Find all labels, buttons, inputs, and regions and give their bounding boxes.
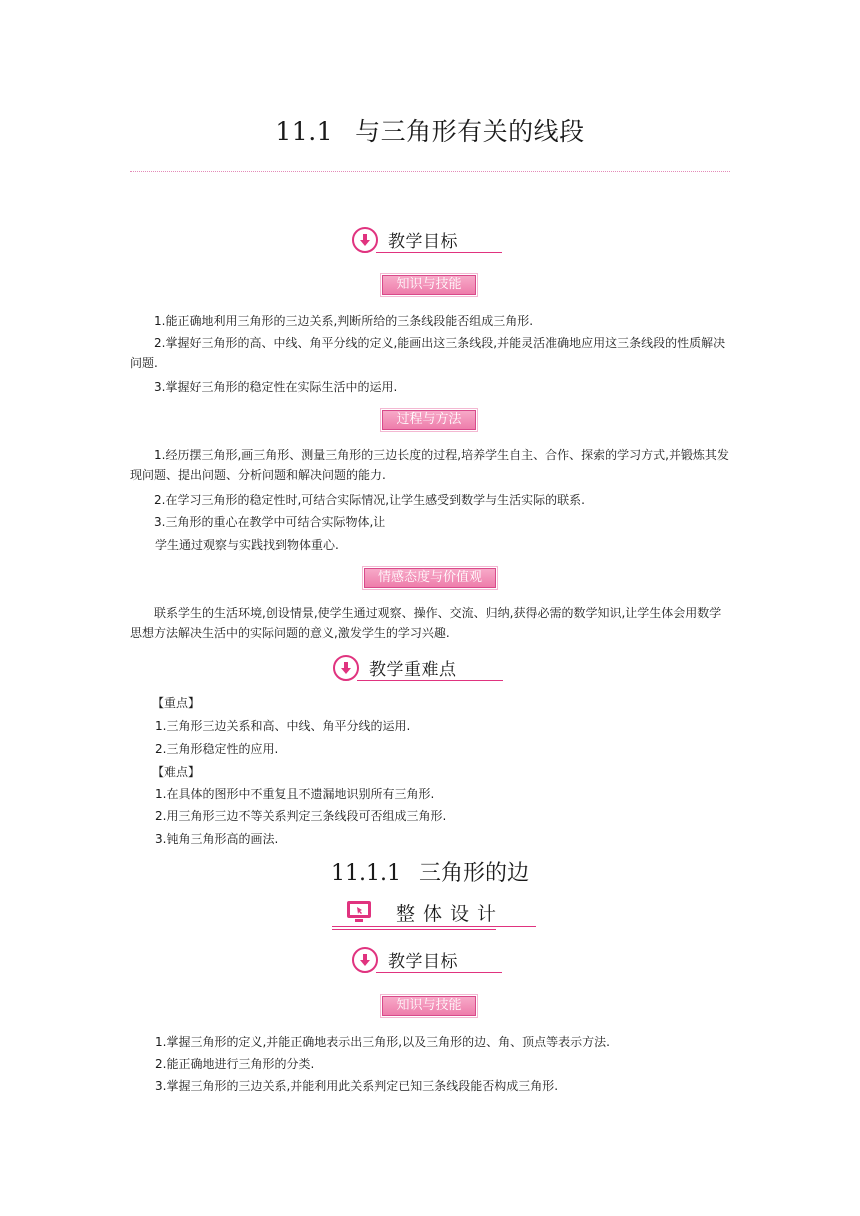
section-heading-key-points [333,654,503,688]
focus-label: 【重点】 [152,696,201,710]
badge-knowledge-skills: 知识与技能 [382,275,476,295]
section-heading-label: 教学目标 [388,952,458,972]
knowledge-item-2: 2.掌握好三角形的高、中线、角平分线的定义,能画出这三条线段,并能灵活准确地应用这三条线段的性质解决问题. [130,336,726,370]
subsection-title [0,856,860,887]
process-item-1: 1.经历摆三角形,画三角形、测量三角形的三边长度的过程,培养学生自主、合作、探索的学习方式,并锻炼其发现问题、提出问题、分析问题和解决问题的能力. [130,448,729,482]
difficulty-item-2: 2.用三角形三边不等关系判定三条线段可否组成三角形. [155,809,447,823]
page-title [0,112,860,148]
download-arrow-icon [352,947,378,973]
download-arrow-icon [352,227,378,253]
section-heading-label: 教学重难点 [369,660,457,680]
difficulty-label: 【难点】 [152,765,201,779]
monitor-icon [346,900,372,928]
section-heading-label: 教学目标 [388,232,458,252]
knowledge-2-item-3: 3.掌握三角形的三边关系,并能利用此关系判定已知三条线段能否构成三角形. [155,1079,559,1093]
emotion-paragraph: 联系学生的生活环境,创设情景,使学生通过观察、操作、交流、归纳,获得必需的数学知识,让学生体会用数学思想方法解决生活中的实际问题的意义,激发学生的学习兴趣. [130,606,722,640]
knowledge-2-item-2: 2.能正确地进行三角形的分类. [155,1057,315,1071]
title-text: 与三角形有关的线段 [355,117,585,146]
difficulty-item-1: 1.在具体的图形中不重复且不遗漏地识别所有三角形. [155,787,435,801]
focus-item-1: 1.三角形三边关系和高、中线、角平分线的运用. [155,719,411,733]
process-item-2: 2.在学习三角形的稳定性时,可结合实际情况,让学生感受到数学与生活实际的联系. [154,493,585,507]
badge-knowledge-skills-2: 知识与技能 [382,996,476,1016]
section-heading-teaching-goals [352,226,502,260]
overall-design-heading [332,898,536,930]
badge-process-method: 过程与方法 [382,410,476,430]
focus-item-2: 2.三角形稳定性的应用. [155,742,279,756]
knowledge-item-3: 3.掌握好三角形的稳定性在实际生活中的运用. [154,380,398,394]
title-number: 11.1 [275,117,334,146]
subsection-number: 11.1.1 [331,861,401,886]
process-item-3: 3.三角形的重心在教学中可结合实际物体,让 [154,515,386,529]
knowledge-item-1: 1.能正确地利用三角形的三边关系,判断所给的三条线段能否组成三角形. [154,314,534,328]
download-arrow-icon [333,655,359,681]
section-heading-teaching-goals-2 [352,946,502,980]
title-divider [130,171,730,172]
knowledge-2-item-1: 1.掌握三角形的定义,并能正确地表示出三角形,以及三角形的边、角、顶点等表示方法. [155,1035,610,1049]
difficulty-item-3: 3.钝角三角形高的画法. [155,832,279,846]
process-item-3-continued: 学生通过观察与实践找到物体重心. [155,538,339,552]
overall-design-label: 整体设计 [396,903,505,925]
subsection-text: 三角形的边 [418,861,529,886]
badge-emotion-values: 情感态度与价值观 [364,568,496,588]
